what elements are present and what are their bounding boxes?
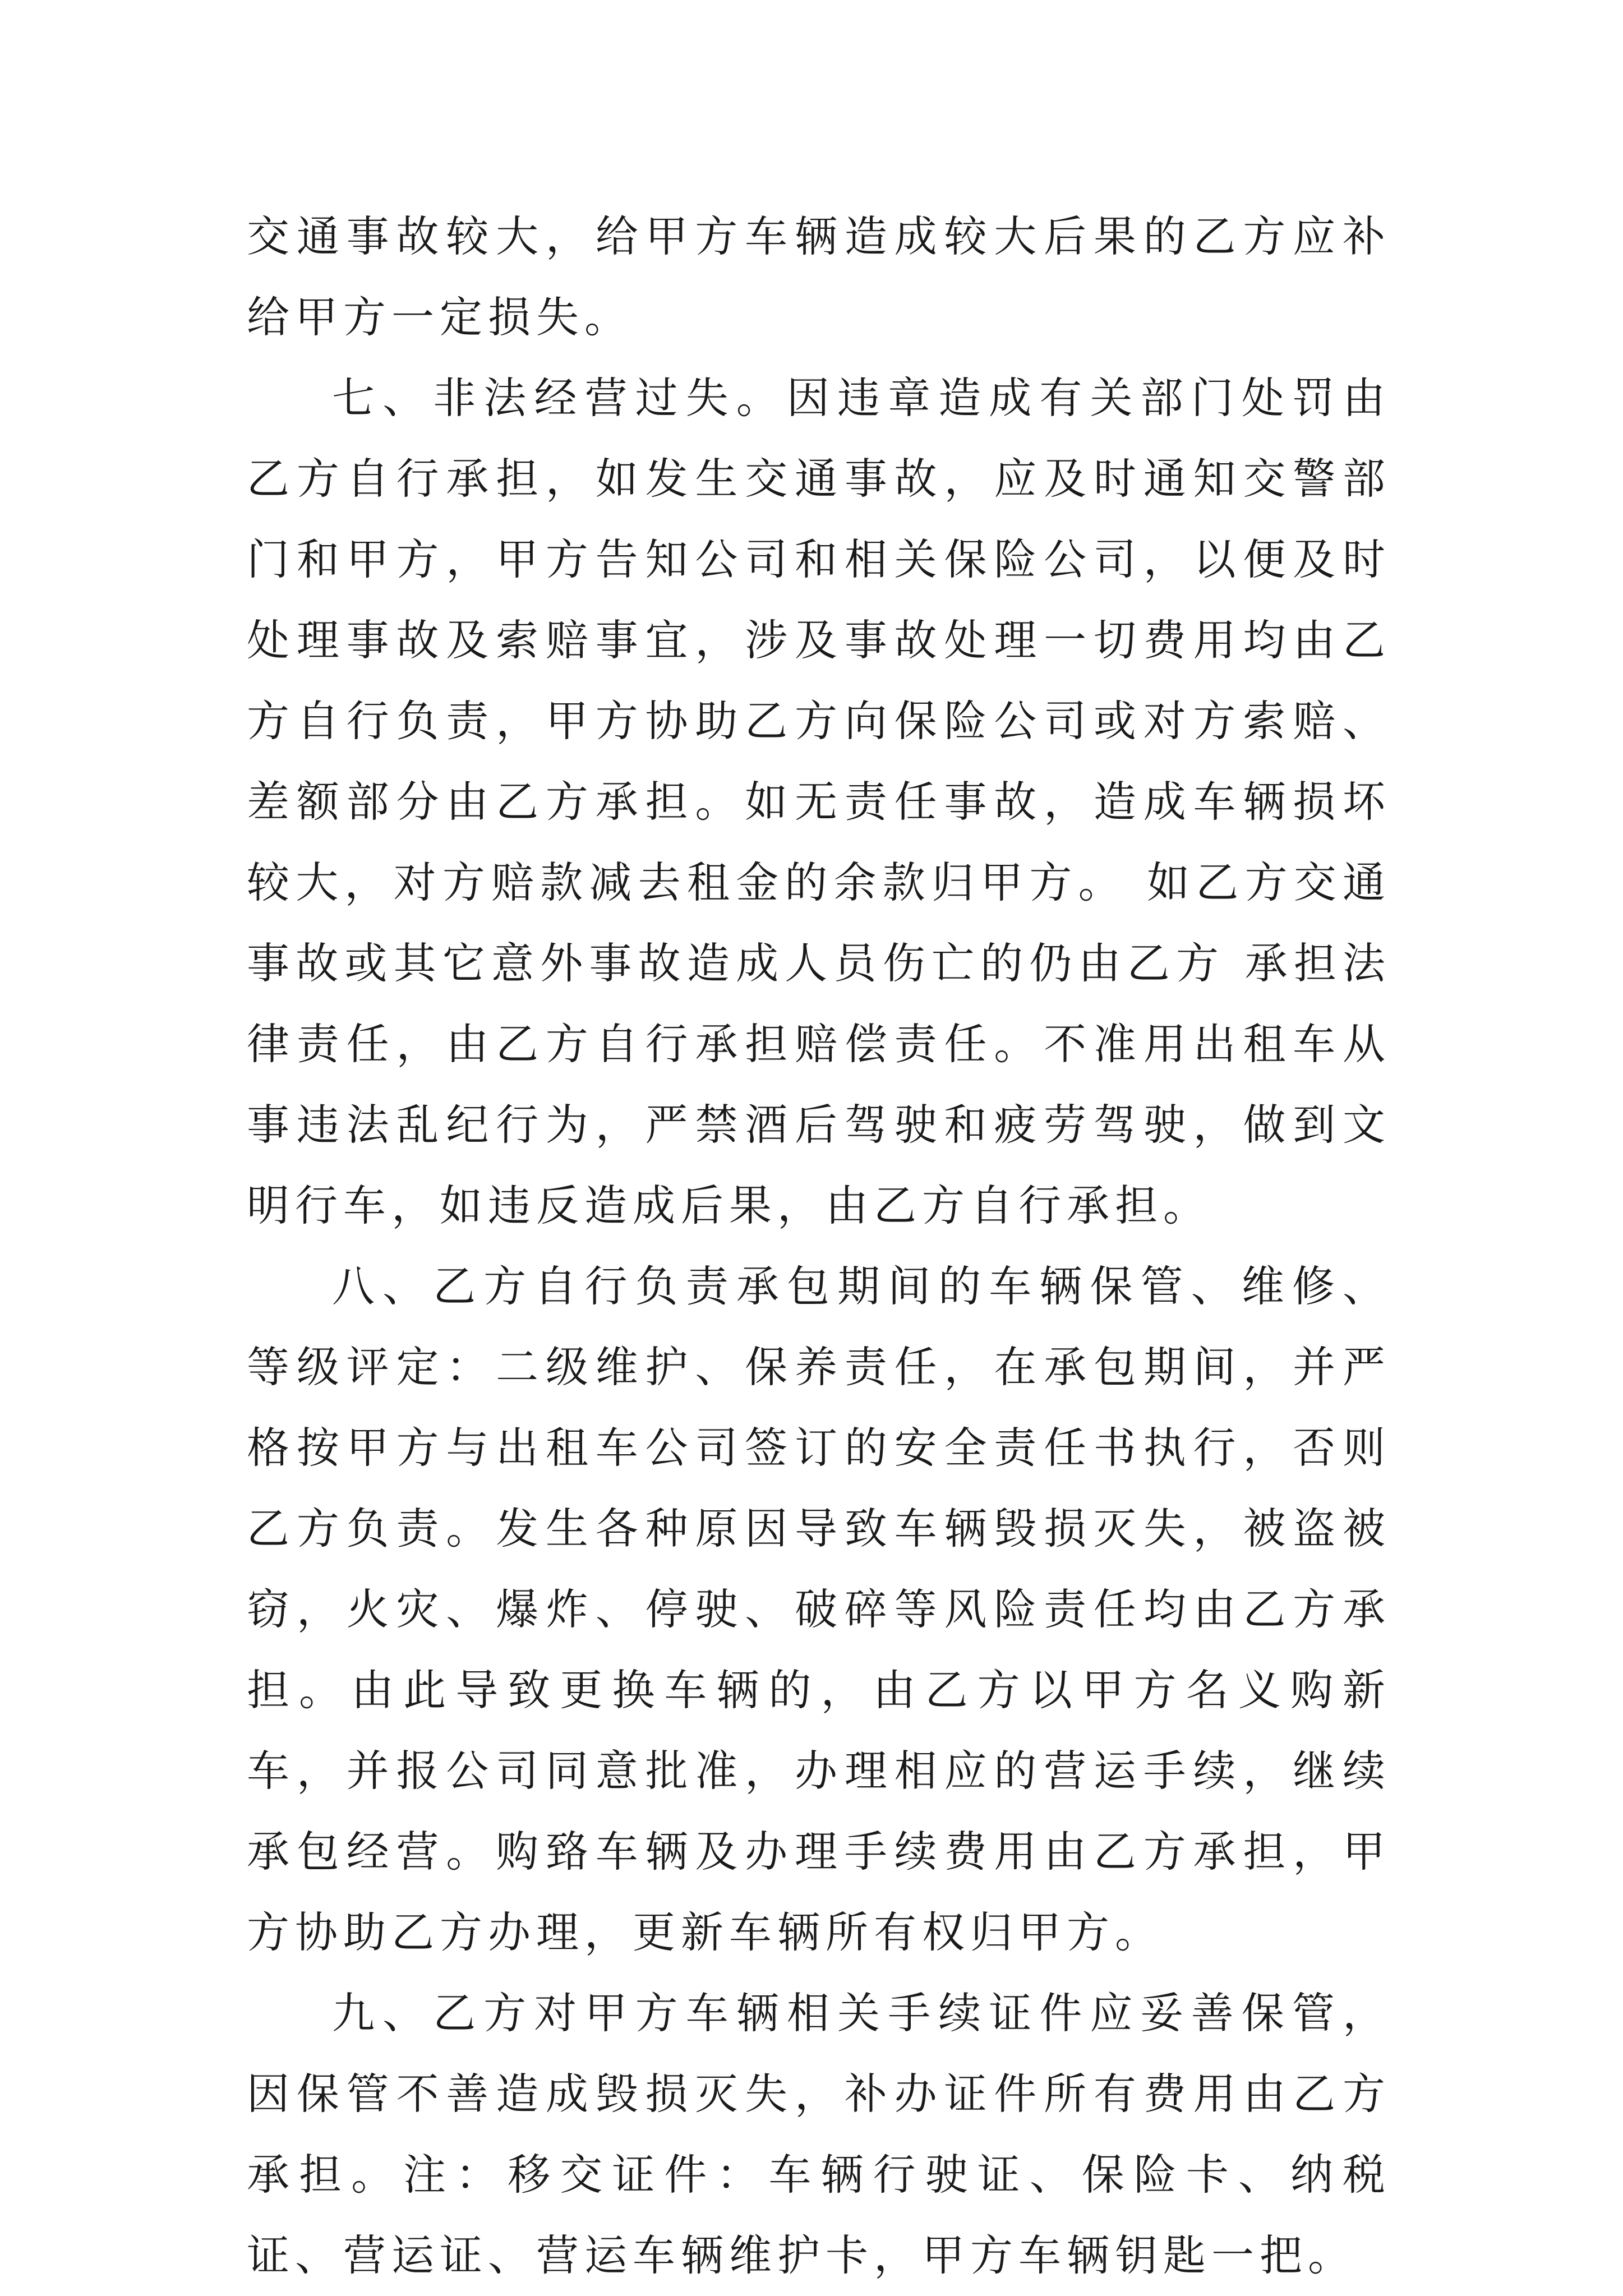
paragraph-clause-8: 八、乙方自行负责承包期间的车辆保管、维修、等级评定：二级维护、保养责任，在承包期间，并严格按甲方与出租车公司签订的安全责任书执行，否则乙方负责。发生各种原因导致车辆毁损灭失，被盗被窃，火灾、爆炸、停驶、破碎等风险责任均由乙方承担。由此导致更换车辆的，由乙方以甲方名义购新车，并报公司同意批准，办理相应的营运手续，继续承包经营。购臵车辆及办理手续费用由乙方承担，甲方协助乙方办理，更新车辆所有权归甲方。: [247, 1261, 1391, 1957]
paragraph-clause-7: 七、非法经营过失。因违章造成有关部门处罚由乙方自行承担，如发生交通事故，应及时通知交警部门和甲方，甲方告知公司和相关保险公司，以便及时处理事故及索赔事宜，涉及事故处理一切费用均由乙方自行负责，甲方协助乙方向保险公司或对方索赔、差额部分由乙方承担。如无责任事故，造成车辆损坏较大，对方赔款减去租金的余款归甲方。 如乙方交通事故或其它意外事故造成人员伤亡的仍由乙方 承担法律责任，由乙方自行承担赔偿责任。不准用出租车从事违法乱纪行为，严禁酒后驾驶和疲劳驾驶，做到文明行车，如违反造成后果，由乙方自行承担。: [247, 373, 1391, 1230]
document-body: [247, 196, 1391, 2296]
paragraph-clause-9: 九、乙方对甲方车辆相关手续证件应妥善保管，因保管不善造成毁损灭失，补办证件所有费用由乙方承担。注：移交证件：车辆行驶证、保险卡、纳税证、营运证、营运车辆维护卡，甲方车辆钥匙一把。: [247, 1988, 1391, 2280]
paragraph-continuation: 交通事故较大，给甲方车辆造成较大后果的乙方应补给甲方一定损失。: [247, 211, 1391, 342]
